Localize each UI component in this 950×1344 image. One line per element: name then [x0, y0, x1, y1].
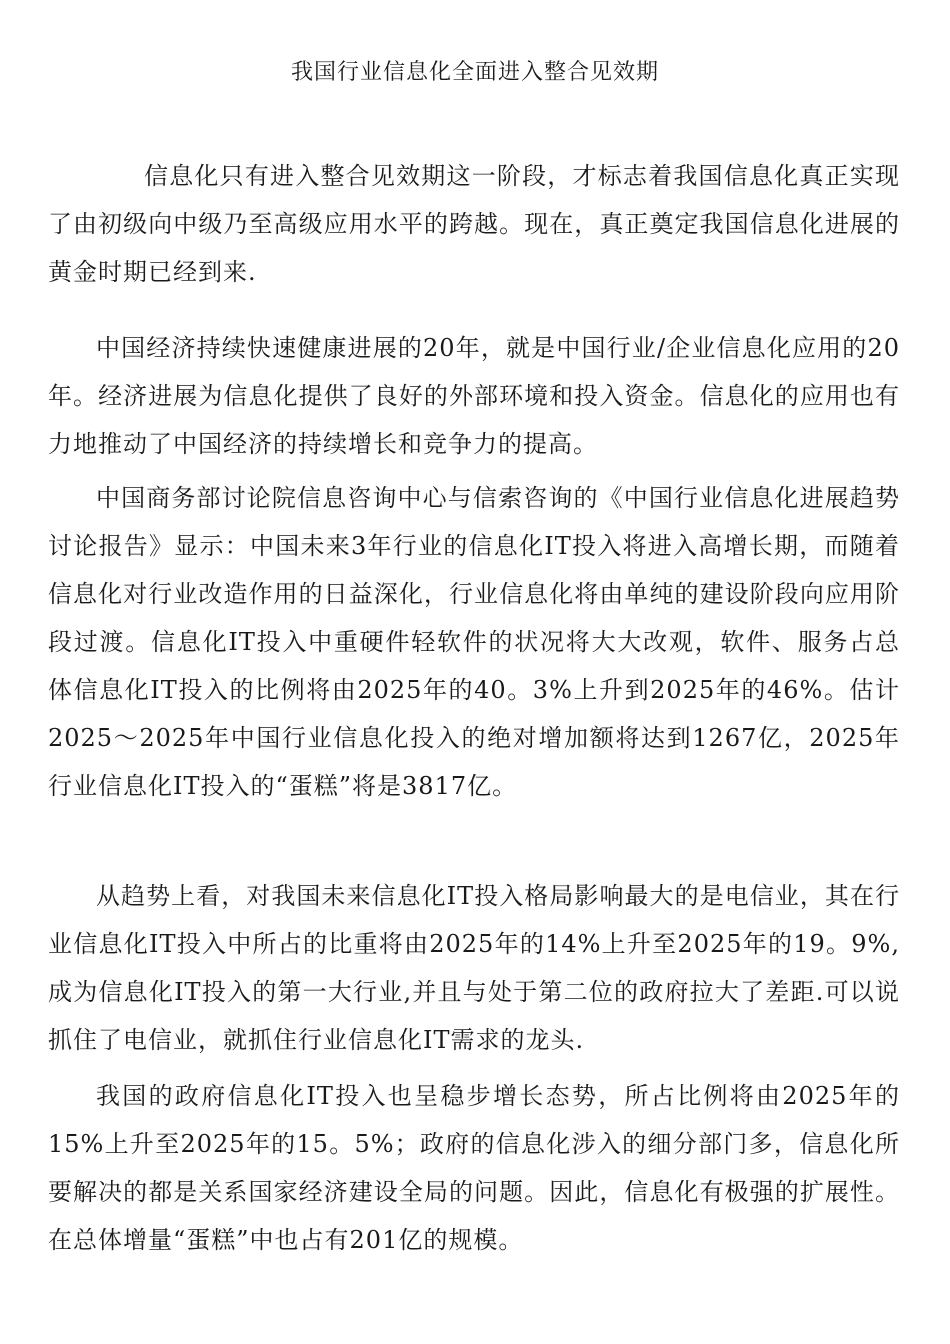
document-title: 我国行业信息化全面进入整合见效期 [290, 60, 659, 85]
paragraph-5: 我国的政府信息化IT投入也呈稳步增长态势，所占比例将由2025年的15%上升至2025年的15。5%；政府的信息化涉入的细分部门多，信息化所要解决的都是关系国家经济建设全局的问题。因此，信息化有极强的扩展性。在总体增量“蛋糕”中也占有201亿的规模。 [48, 1082, 900, 1254]
paragraph-4: 从趋势上看，对我国未来信息化IT投入格局影响最大的是电信业，其在行业信息化IT投入中所占的比重将由2025年的14%上升至2025年的19。9%,成为信息化IT投入的第一大行业,并且与处于第二位的政府拉大了差距.可以说抓住了电信业，就抓住行业信息化IT需求的龙头. [48, 882, 900, 1054]
paragraph-3: 中国商务部讨论院信息咨询中心与信索咨询的《中国行业信息化进展趋势讨论报告》显示：中国未来3年行业的信息化IT投入将进入高增长期，而随着信息化对行业改造作用的日益深化，行业信息化将由单纯的建设阶段向应用阶段过渡。信息化IT投入中重硬件轻软件的状况将大大改观，软件、服务占总体信息化IT投入的比例将由2025年的40。3%上升到2025年的46%。估计2025～2025年中国行业信息化投入的绝对增加额将达到1267亿，2025年行业信息化IT投入的“蛋糕”将是3817亿。 [48, 484, 900, 800]
paragraph-2: 中国经济持续快速健康进展的20年，就是中国行业/企业信息化应用的20年。经济进展为信息化提供了良好的外部环境和投入资金。信息化的应用也有力地推动了中国经济的持续增长和竞争力的提高。 [48, 334, 900, 458]
paragraph-1: 信息化只有进入整合见效期这一阶段，才标志着我国信息化真正实现了由初级向中级乃至高级应用水平的跨越。现在，真正奠定我国信息化进展的黄金时期已经到来. [48, 162, 900, 286]
